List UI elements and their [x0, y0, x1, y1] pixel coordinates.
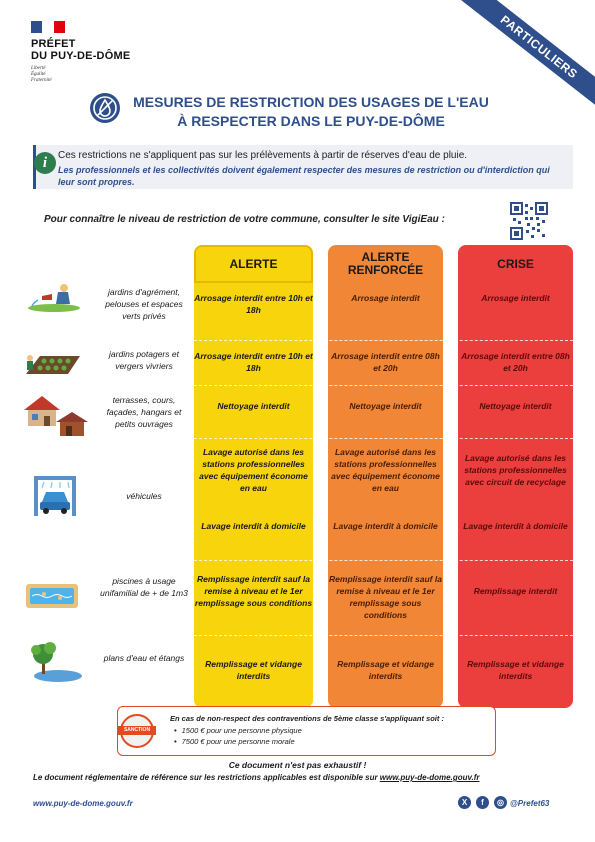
sanction-item: • 1500 € pour une personne physique	[174, 725, 302, 736]
audience-ribbon: PARTICULIERS	[461, 0, 595, 111]
motto-fraternite: Fraternité	[31, 78, 52, 83]
cell-vehicules-crise: Lavage autorisé dans les stations professionnelles avec circuit de recyclage	[464, 453, 567, 487]
qr-code-icon[interactable]	[510, 202, 548, 240]
instagram-icon[interactable]: ◎	[494, 796, 507, 809]
row-divider	[194, 438, 573, 439]
title-line1: MESURES DE RESTRICTION DES USAGES DE L'EAU	[133, 94, 489, 110]
swimming-pool-icon	[24, 580, 80, 615]
column-body-crise	[458, 283, 573, 708]
cell-terrasses-crise: Nettoyage interdit	[479, 401, 552, 411]
cell-vehicules-alerte: Lavage autorisé dans les stations professionnelles avec équipement économe en eau	[199, 447, 308, 493]
prefecture-name	[31, 38, 130, 62]
sanction-intro: En cas de non-respect des contraventions de 5ème classe s'appliquant soit :	[170, 714, 444, 723]
cell-plans-eau-alerte: Remplissage et vidange interdits	[205, 659, 302, 681]
house-icon	[22, 392, 88, 443]
cell-vehicules-domicile-renforcee: Lavage interdit à domicile	[333, 521, 438, 531]
pond-icon	[28, 638, 84, 689]
page-title	[126, 93, 496, 131]
row-divider	[194, 385, 573, 386]
row-label-vehicules: véhicules	[126, 491, 162, 501]
cell-terrasses-alerte: Nettoyage interdit	[217, 401, 290, 411]
cell-piscines-renforcee: Remplissage interdit sauf la remise à niveau et le 1er remplissage sous conditions	[329, 574, 442, 620]
cell-jardins-agrement-renforcee: Arrosage interdit	[351, 293, 420, 303]
social-handle: @Prefet63	[510, 799, 550, 808]
cell-vehicules-renforcee: Lavage autorisé dans les stations professionnelles avec équipement économe en eau	[331, 447, 440, 493]
info-professionals-note: Les professionnels et les collectivités doivent également respecter des mesures de restriction ou d'interdiction qui leur sont propres.	[58, 165, 550, 187]
x-twitter-icon[interactable]: X	[458, 796, 471, 809]
row-divider	[194, 340, 573, 341]
column-label-crise: CRISE	[497, 256, 534, 271]
cell-potagers-renforcee: Arrosage interdit entre 08h et 20h	[331, 351, 440, 373]
footer-website-link[interactable]: www.puy-de-dome.gouv.fr	[33, 799, 133, 808]
regulation-link[interactable]: www.puy-de-dome.gouv.fr	[379, 773, 480, 782]
prefet-line2: DU PUY-DE-DÔME	[31, 50, 131, 62]
cell-piscines-alerte: Remplissage interdit sauf la remise à niveau et le 1er remplissage sous conditions	[194, 574, 313, 608]
republic-motto	[31, 66, 52, 84]
row-label-terrasses: terrasses, cours, façades, hangars et petits ouvrages	[106, 395, 182, 429]
title-line2: À RESPECTER DANS LE PUY-DE-DÔME	[177, 113, 445, 129]
cell-plans-eau-crise: Remplissage et vidange interdits	[467, 659, 564, 681]
sanction-label: SANCTION	[118, 726, 156, 735]
row-divider	[194, 635, 573, 636]
column-body-alerte	[194, 283, 313, 708]
row-label-piscines: piscines à usage unifamilial de + de 1m3	[100, 576, 188, 598]
prefet-line1: PRÉFET	[31, 38, 76, 50]
column-body-alerte-renforcee	[328, 283, 443, 708]
facebook-icon[interactable]: f	[476, 796, 489, 809]
column-label-alerte-renforcee: ALERTE RENFORCÉE	[347, 250, 424, 277]
cell-plans-eau-renforcee: Remplissage et vidange interdits	[337, 659, 434, 681]
regulation-text: Le document réglementaire de référence sur les restrictions applicables est disponible sur	[33, 773, 378, 782]
cell-potagers-alerte: Arrosage interdit entre 10h et 18h	[194, 351, 313, 373]
sanction-item: • 7500 € pour une personne morale	[174, 736, 302, 747]
cell-potagers-crise: Arrosage interdit entre 08h et 20h	[461, 351, 570, 373]
row-label-jardins-potagers: jardins potagers et vergers vivriers	[109, 349, 179, 371]
no-water-icon	[90, 93, 120, 123]
vegetable-garden-icon	[22, 348, 82, 383]
cell-jardins-agrement-alerte: Arrosage interdit entre 10h et 18h	[194, 293, 313, 315]
non-exhaustive-note: Ce document n'est pas exhaustif !	[228, 760, 367, 770]
sanction-list	[174, 725, 302, 747]
column-label-alerte: ALERTE	[229, 256, 278, 271]
motto-liberte: Liberté	[31, 66, 46, 71]
gardener-icon	[26, 282, 82, 317]
column-header-alerte	[194, 245, 313, 283]
column-header-alerte-renforcee	[328, 245, 443, 283]
column-header-crise	[458, 245, 573, 283]
cell-jardins-agrement-crise: Arrosage interdit	[481, 293, 550, 303]
cell-vehicules-domicile-crise: Lavage interdit à domicile	[463, 521, 568, 531]
row-label-jardins-agrement: jardins d'agrément, pelouses et espaces verts privés	[105, 287, 183, 321]
regulation-note	[33, 773, 573, 782]
vigieau-prompt: Pour connaître le niveau de restriction de votre commune, consulter le site VigiEau :	[44, 214, 445, 225]
cell-vehicules-domicile-alerte: Lavage interdit à domicile	[201, 521, 306, 531]
row-label-plans-eau: plans d'eau et étangs	[103, 653, 185, 663]
row-divider	[194, 560, 573, 561]
french-flag-logo	[31, 21, 65, 33]
motto-egalite: Égalité	[31, 72, 46, 77]
cell-terrasses-renforcee: Nettoyage interdit	[349, 401, 422, 411]
cell-piscines-crise: Remplissage interdit	[473, 586, 558, 596]
info-rainwater-note: Ces restrictions ne s'appliquent pas sur les prélèvements à partir de réserves d'eau de pluie.	[58, 150, 468, 161]
info-icon: i	[34, 152, 56, 174]
car-wash-icon	[30, 472, 80, 525]
